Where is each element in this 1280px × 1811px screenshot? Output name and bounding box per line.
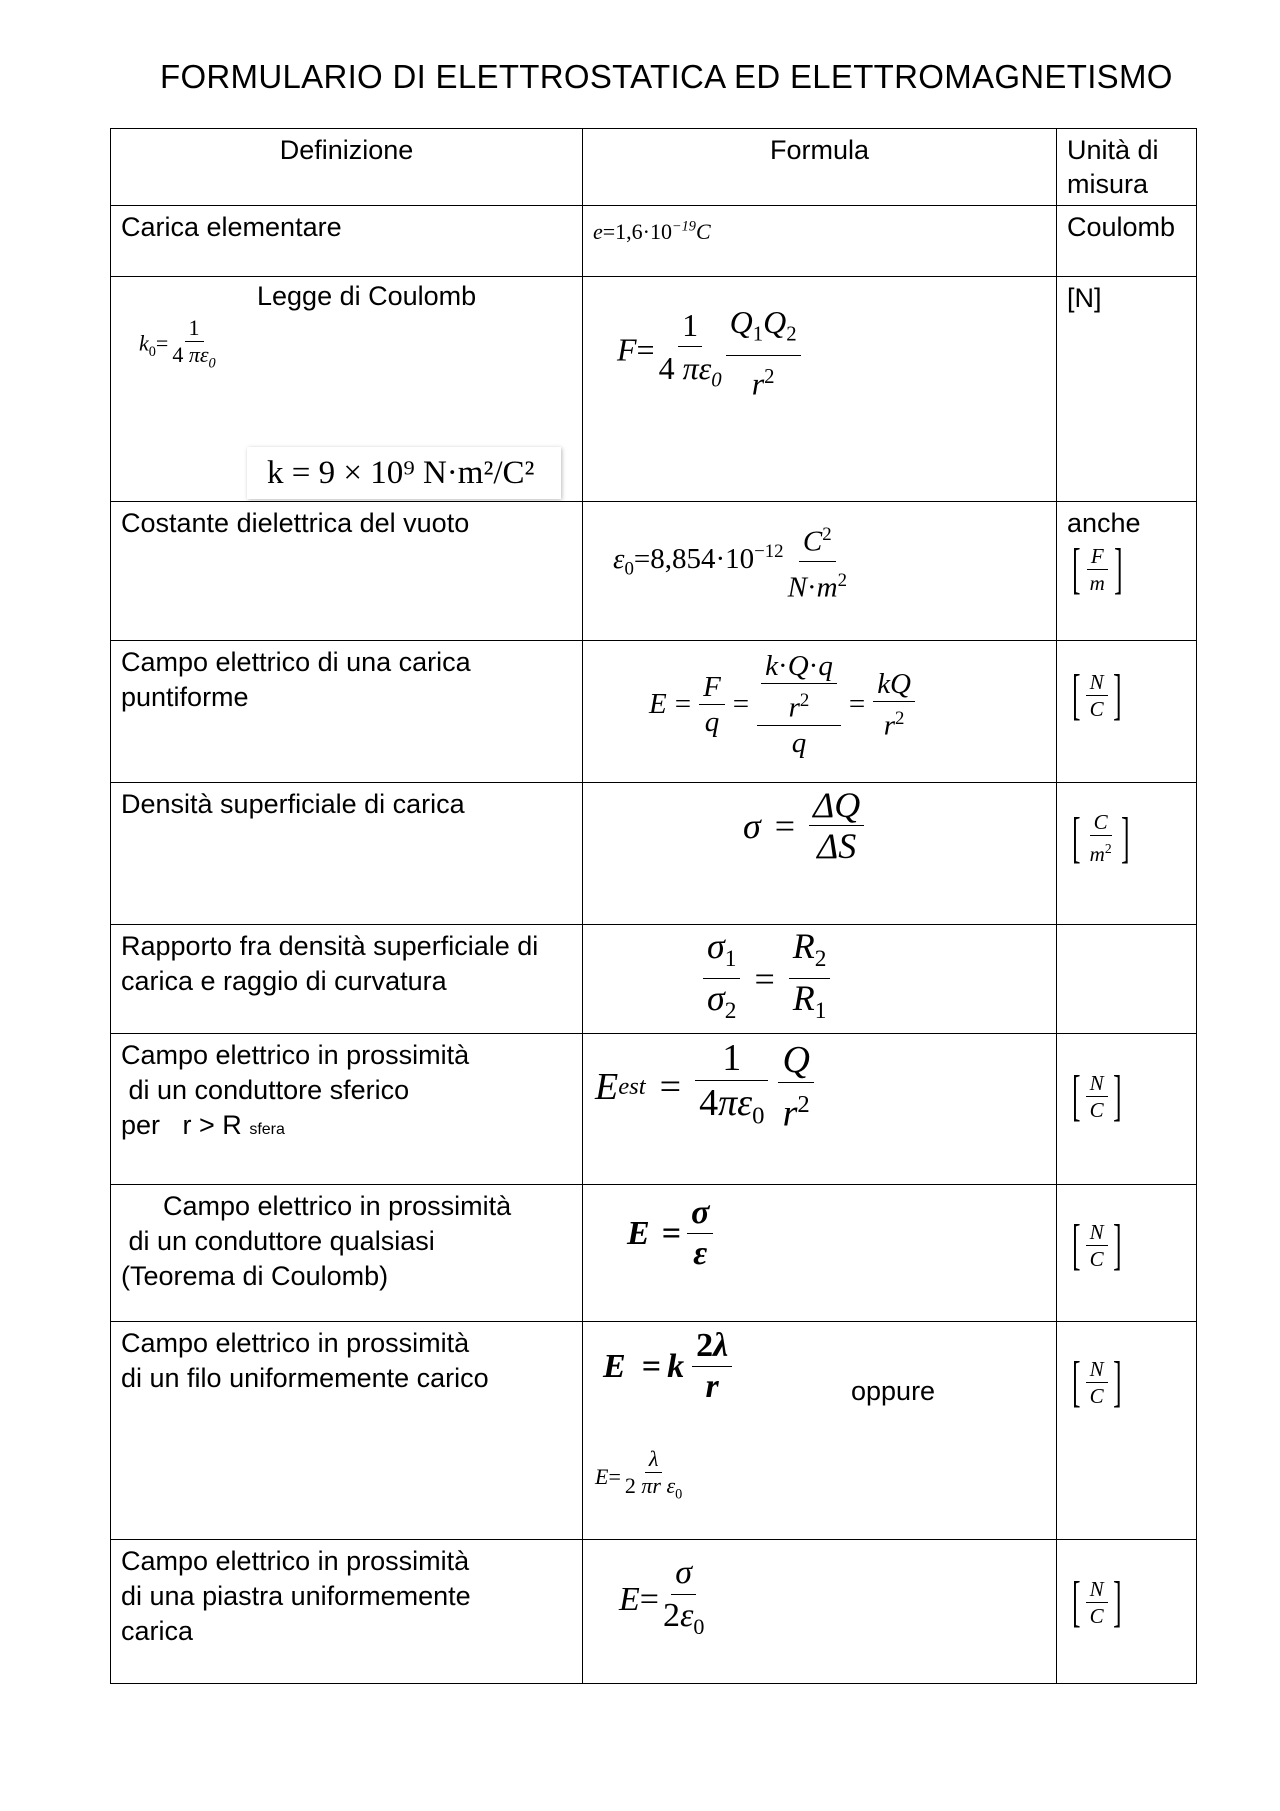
definition-line: Campo elettrico in prossimità	[121, 1546, 470, 1576]
table-row	[111, 502, 1197, 641]
formula-cell	[583, 783, 1057, 925]
unit-n-per-c: [ $\frac{N}{C}$ ]	[1072, 664, 1122, 726]
definition-label: Legge di Coulomb	[257, 281, 477, 311]
unit-cell: Coulomb	[1057, 206, 1197, 277]
unit-n-per-c: [ $\frac{N}{C}$ ]	[1072, 1571, 1122, 1633]
definition-cell: Campo elettrico di una carica puntiforme	[111, 641, 583, 783]
definition-line: Campo elettrico in prossimità	[163, 1191, 512, 1221]
formula-elementary-charge: $e=1,6\cdot 10^{-19}C$	[593, 219, 711, 245]
definition-cell: Costante dielettrica del vuoto	[111, 502, 583, 641]
definition-cell: Rapporto fra densità superficiale di carica e raggio di curvatura	[111, 925, 583, 1034]
definition-line-text: per r > R	[121, 1110, 242, 1140]
formula-coulomb-law: F= $\frac{1}{4 \pi\varepsilon_0}$ $\frac{Q_1Q_2}{r^2}$	[617, 301, 801, 405]
header-definition: Definizione	[111, 129, 583, 206]
definition-line: Campo elettrico in prossimità	[121, 1040, 470, 1070]
definition-line: (Teorema di Coulomb)	[121, 1261, 389, 1291]
table-row	[111, 277, 1197, 502]
definition-line: Campo elettrico in prossimità	[121, 1328, 470, 1358]
formula-k0: $k_0=$ $\frac{1}{4 \pi\varepsilon_0}$	[139, 315, 216, 372]
unit-cell	[1057, 502, 1197, 641]
table-row	[111, 1540, 1197, 1684]
formula-table	[110, 128, 1197, 1684]
definition-line: di un conduttore sferico	[121, 1075, 410, 1105]
formula-cell	[583, 1185, 1057, 1322]
formula-density-radius-ratio: $\frac{\sigma_1}{\sigma_2}$ = $\frac{R_2}{R_1}$	[703, 927, 830, 1030]
table-row	[111, 783, 1197, 925]
unit-cell	[1057, 1185, 1197, 1322]
formula-cell	[583, 925, 1057, 1034]
definition-line: carica	[121, 1616, 194, 1646]
formula-cell	[583, 1034, 1057, 1185]
unit-cell	[1057, 641, 1197, 783]
unit-cell	[1057, 925, 1197, 1034]
definition-line	[121, 1108, 572, 1147]
definition-line: di un filo uniformemente carico	[121, 1363, 489, 1393]
definition-cell	[111, 277, 583, 502]
formula-connector: oppure	[851, 1376, 936, 1406]
formula-permittivity: $\varepsilon_0=8,854\cdot 10^{-12}$ $\frac{C^2}{N\cdot m^2}$	[613, 516, 851, 606]
table-header-row	[111, 129, 1197, 206]
formula-surface-density: σ = $\frac{\Delta Q}{\Delta S}$	[743, 785, 864, 866]
formula-wire-field-alt: E = $\frac{\lambda}{2 \pi r \varepsilon_0}$	[595, 1446, 683, 1503]
definition-cell	[111, 1540, 583, 1684]
header-formula: Formula	[583, 129, 1057, 206]
definition-cell: Carica elementare	[111, 206, 583, 277]
unit-cell	[1057, 1034, 1197, 1185]
table-row	[111, 641, 1197, 783]
header-unit: Unità di misura	[1057, 129, 1197, 206]
unit-cell: [N]	[1057, 277, 1197, 502]
coulomb-constant-value: k = 9 × 10⁹ N·m²/C²	[267, 455, 535, 491]
unit-c-per-m2: [ $\frac{C}{m^2}$ ]	[1072, 807, 1130, 869]
formula-point-charge-field: E = $\frac{F}{q}$ = $\frac{\frac{k\cdot Q\cdot q}{r^2}}{q}$ = $\frac{kQ}{r^2}$	[649, 649, 915, 760]
formula-plate-field: E = $\frac{\sigma}{2\varepsilon_0}$	[619, 1554, 705, 1639]
definition-subscript: sfera	[249, 1121, 285, 1138]
unit-n-per-c: [ $\frac{N}{C}$ ]	[1072, 1351, 1122, 1413]
formula-spherical-conductor-field: E est = $\frac{1}{4\pi\varepsilon_0}$ $\frac{Q}{r^2}$	[595, 1036, 814, 1139]
page-title: FORMULARIO DI ELETTROSTATICA ED ELETTROMAGNETISMO	[160, 58, 1173, 95]
coulomb-constant-box	[247, 447, 561, 499]
formula-cell	[583, 277, 1057, 502]
unit-cell	[1057, 1540, 1197, 1684]
table-row	[111, 1185, 1197, 1322]
unit-cell	[1057, 783, 1197, 925]
unit-prefix: anche	[1067, 508, 1141, 538]
definition-cell	[111, 1034, 583, 1185]
formula-cell	[583, 1540, 1057, 1684]
formula-wire-field: E = k $\frac{2\lambda}{r}$	[603, 1326, 732, 1407]
definition-cell	[111, 1185, 583, 1322]
table-row	[111, 1034, 1197, 1185]
table-row	[111, 925, 1197, 1034]
formula-cell	[583, 1322, 1057, 1540]
formula-cell	[583, 502, 1057, 641]
definition-line: di una piastra uniformemente	[121, 1581, 471, 1611]
formula-coulomb-theorem: E = $\frac{\sigma}{\varepsilon}$	[627, 1193, 713, 1274]
table-row	[111, 1322, 1197, 1540]
definition-line: di un conduttore qualsiasi	[121, 1226, 435, 1256]
unit-n-per-c: [ $\frac{N}{C}$ ]	[1072, 1214, 1122, 1276]
unit-cell	[1057, 1322, 1197, 1540]
unit-n-per-c: [ $\frac{N}{C}$ ]	[1072, 1065, 1122, 1127]
table-row	[111, 206, 1197, 277]
formula-cell	[583, 641, 1057, 783]
unit-f-per-m: [ $\frac{F}{m}$ ]	[1072, 538, 1123, 600]
definition-cell: Densità superficiale di carica	[111, 783, 583, 925]
formula-cell	[583, 206, 1057, 277]
definition-cell	[111, 1322, 583, 1540]
